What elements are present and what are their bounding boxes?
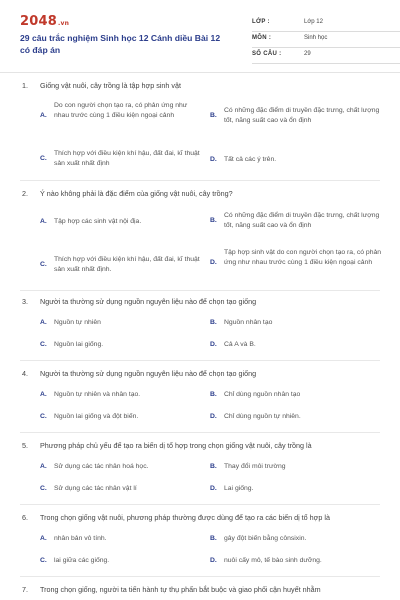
meta-row-subject [252, 32, 400, 48]
question-stem [20, 80, 380, 91]
meta-value: Lớp 12 [304, 19, 323, 25]
question-separator [20, 504, 380, 505]
option-text: Sử dụng các tác nhân vật lí [54, 485, 137, 492]
option-letter: B. [210, 463, 217, 470]
option-text: Chỉ dùng nguồn nhân tạo [224, 391, 301, 398]
option-letter: B. [210, 112, 217, 119]
meta-value: 29 [304, 51, 311, 57]
question-separator [20, 290, 380, 291]
meta-key: MÔN : [252, 35, 272, 41]
option-text: Tập hợp sinh vật do con người chọn tạo ra, có phản ứng như nhau trước cùng 1 điều kiện ngoại cảnh [224, 249, 382, 266]
option-letter: D. [210, 341, 217, 348]
option-letter: C. [40, 557, 47, 564]
option-letter: B. [210, 535, 217, 542]
option-text: Thay đổi môi trường [224, 463, 286, 470]
logo-text: 2048 [20, 14, 57, 29]
option-letter: D. [210, 557, 217, 564]
question-number: 3. [22, 297, 28, 306]
option-text: nhân bản vô tính. [54, 535, 107, 542]
question-2 [20, 188, 380, 296]
question-stem [20, 296, 380, 307]
page-header [20, 14, 380, 66]
header-divider [0, 72, 400, 73]
option-letter: A. [40, 319, 47, 326]
site-logo[interactable] [20, 14, 69, 29]
question-separator [20, 180, 380, 181]
question-text: Người ta thường sử dụng nguồn nguyên liệu nào để chọn tạo giống [40, 297, 257, 306]
option-letter: B. [210, 217, 217, 224]
option-text: Chỉ dùng nguồn tự nhiên. [224, 413, 301, 420]
question-stem [20, 440, 380, 451]
question-number: 7. [22, 585, 28, 594]
option-letter: C. [40, 261, 47, 268]
question-number: 2. [22, 189, 28, 198]
option-letter: B. [210, 391, 217, 398]
question-1 [20, 80, 380, 188]
option-letter: A. [40, 112, 47, 119]
option-text: nuôi cấy mô, tế bào sinh dưỡng. [224, 557, 322, 564]
question-text: Phương pháp chủ yếu để tạo ra biến dị tổ hợp trong chọn giống vật nuôi, cây trồng là [40, 441, 312, 450]
question-6 [20, 512, 380, 584]
question-7 [20, 584, 380, 600]
question-text: Trong chọn giống, người ta tiến hành tự thụ phấn bắt buộc và giao phối cận huyết nhằm [40, 585, 321, 594]
option-text: Có những đặc điểm di truyền đặc trưng, chất lượng tốt, năng suất cao và ổn định [224, 212, 380, 229]
question-separator [20, 360, 380, 361]
option-letter: C. [40, 485, 47, 492]
option-text: Nguồn tự nhiên và nhân tạo. [54, 391, 141, 398]
option-letter: D. [210, 156, 217, 163]
option-text: Nguồn tự nhiên [54, 319, 101, 326]
option-letter: C. [40, 155, 47, 162]
option-text: Tập hợp các sinh vật nội địa. [54, 218, 142, 225]
option-text: Cả A và B. [224, 341, 256, 348]
option-letter: A. [40, 535, 47, 542]
option-letter: C. [40, 413, 47, 420]
option-text: Thích hợp với điều kiện khí hậu, đất đai, kĩ thuật sản xuất nhất định. [54, 256, 200, 273]
meta-table [252, 16, 400, 64]
meta-key: SỐ CÂU : [252, 51, 282, 57]
meta-row-count [252, 48, 400, 64]
question-text: Giống vật nuôi, cây trồng là tập hợp sinh vật [40, 81, 181, 90]
question-separator [20, 576, 380, 577]
question-stem [20, 368, 380, 379]
question-text: Trong chọn giống vật nuôi, phương pháp thường được dùng để tạo ra các biến dị tổ hợp là [40, 513, 330, 522]
question-5 [20, 440, 380, 512]
question-stem [20, 512, 380, 523]
option-text: Có những đặc điểm di truyền đặc trưng, chất lượng tốt, năng suất cao và ổn định [224, 107, 380, 124]
question-text: Người ta thường sử dụng nguồn nguyên liệu nào để chọn tạo giống [40, 369, 257, 378]
option-letter: D. [210, 485, 217, 492]
question-number: 5. [22, 441, 28, 450]
option-letter: A. [40, 391, 47, 398]
question-number: 1. [22, 81, 28, 90]
meta-row-class [252, 16, 400, 32]
option-text: Do con người chọn tạo ra, có phản ứng như nhau trước cùng 1 điều kiện ngoại cảnh [54, 102, 188, 119]
option-letter: A. [40, 218, 47, 225]
option-text: Nguồn lai giống và đột biến. [54, 413, 139, 420]
option-text: Sử dụng các tác nhân hoá học. [54, 463, 149, 470]
option-letter: B. [210, 319, 217, 326]
logo-tld: .vn [57, 20, 70, 27]
option-letter: A. [40, 463, 47, 470]
option-text: Lai giống. [224, 485, 254, 492]
meta-key: LỚP : [252, 19, 270, 25]
question-stem [20, 188, 380, 199]
option-text: lai giữa các giống. [54, 557, 110, 564]
question-number: 6. [22, 513, 28, 522]
document-title: 29 câu trắc nghiệm Sinh học 12 Cánh diều Bài 12 có đáp án [20, 33, 221, 55]
option-letter: D. [210, 259, 217, 266]
option-text: Nguồn lai giống. [54, 341, 104, 348]
question-4 [20, 368, 380, 440]
question-number: 4. [22, 369, 28, 378]
option-text: Nguồn nhân tạo [224, 319, 273, 326]
option-text: Thích hợp với điều kiện khí hậu, đất đai, kĩ thuật sản xuất nhất định [54, 150, 200, 167]
question-text: Ý nào không phải là đặc điểm của giống vật nuôi, cây trồng? [40, 189, 233, 198]
option-letter: D. [210, 413, 217, 420]
question-3 [20, 296, 380, 368]
option-text: Tất cả các ý trên. [224, 156, 277, 163]
meta-value: Sinh học [304, 35, 328, 41]
question-stem [20, 584, 380, 595]
question-separator [20, 432, 380, 433]
option-letter: C. [40, 341, 47, 348]
option-text: gây đột biến bằng cônsixin. [224, 535, 307, 542]
